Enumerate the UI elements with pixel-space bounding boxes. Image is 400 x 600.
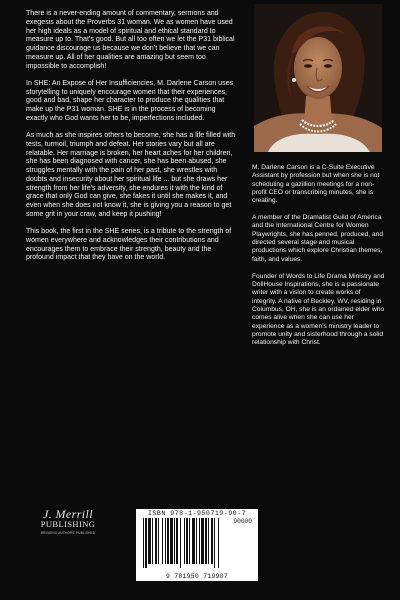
isbn-barcode [136, 509, 258, 581]
author-bio [252, 164, 386, 356]
publisher-name-line2: PUBLISHING [40, 519, 96, 529]
publisher-name-line1: J. Merrill [43, 507, 93, 521]
barcode-bar [180, 518, 181, 568]
description-paragraph: There is a never-ending amount of commentary, sermons and exegesis about the Proverbs 31 woman. We as women have used her high ideals as a model of spiritual and ethical standard to measure up to. That’s good. But all too often we let the P31 biblical guidance discourage us because we don’t believe that we can measure up. All of her qualities are amazing but seem too impossible to accomplish! [26, 10, 235, 70]
barcode-bar [143, 518, 144, 568]
book-description [26, 10, 238, 272]
barcode-bar [155, 518, 157, 564]
barcode-bars [141, 518, 253, 572]
description-paragraph: This book, the first in the SHE series, is a tribute to the strength of women everywhere and acknowledges their contributions and encourages them to embrace their strength, beauty and the profound impact that they have on the world. [26, 228, 232, 262]
barcode-bar [167, 518, 169, 564]
barcode-bar [148, 518, 151, 564]
barcode-bar [192, 518, 195, 564]
barcode-bar [208, 518, 209, 564]
barcode-bar [211, 518, 213, 564]
barcode-bar [214, 518, 215, 568]
bio-paragraph: A member of the Dramatist Guild of America and the International Centre for Women Playwrights, she has penned, produced, and directed several stage and musical productions which explore Christian themes, faith, and values. [252, 214, 384, 263]
publisher-logo [22, 507, 114, 568]
isbn-label: ISBN 978-1-950719-90-7 [147, 510, 247, 517]
author-photo [254, 4, 382, 152]
barcode-bar [162, 518, 163, 564]
barcode-bar [184, 518, 185, 564]
publisher-tagline: BRINGING AUTHORS' PUBLISHED [40, 531, 96, 535]
author-portrait-image [254, 4, 382, 152]
barcode-bar [205, 518, 207, 564]
barcode-bar [199, 518, 200, 564]
bio-paragraph: M. Darlene Carson is a C-Suite Executive Assistant by profession but when she is not scheduling a gazillion meetings for a non-profit CEO or transcribing minutes, she is creating. [252, 164, 380, 205]
barcode-bar [170, 518, 173, 564]
author-column [242, 0, 390, 600]
description-paragraph: In SHE: An Expose of Her Insufficiencies, M. Darlene Carson uses storytelling to uniquely encourage women that their experiences, good and bad, shape her character to produce the qualities that make up the P31 woman. SHE is in the process of becoming exactly who God wants her to be, imperfections included. [26, 79, 234, 122]
barcode-bar [152, 518, 153, 564]
barcode-bar [176, 518, 178, 564]
barcode-bar [189, 518, 190, 564]
description-paragraph: As much as she inspires others to become, she has a life filled with tests, turmoil, triumph and defeat. Her stories vary but all are relatable. Her marriage is broken, her heart aches for her children, she has been diagnosed with cancer, she has been abused, she struggles mentally with the pain of her past, she wrestles with doubts and insecurity about her spiritual life ... but she draws her strength from her life’s adversity, she endures it with the kind of grace that only God can give, she fakes it until she makes it, and even when she does not know it, she is giving you a reason to get some grit in your craw, and keep it pushing! [26, 132, 236, 218]
barcode-bar [158, 518, 159, 564]
price-code: 90000 [233, 518, 252, 525]
barcode-bar [218, 518, 219, 568]
barcode-bar [196, 518, 197, 564]
barcode-bar [145, 518, 147, 568]
bio-paragraph: Founder of Words to Life Drama Ministry and DollHouse Inspirations, she is a passionate writer with a vision to create works of integrity. A native of Beckley, WV, residing in Columbus, OH, she is an ordained elder who comes alive when she can use her experience as a women’s ministry leader to promote unity and sisterhood through a solid relationship with Christ. [252, 272, 385, 347]
ean-digits: 9 781950 719907 [165, 573, 229, 580]
barcode-bar [165, 518, 166, 564]
barcode-bar [186, 518, 188, 564]
barcode-bar [201, 518, 204, 564]
barcode-bar [174, 518, 175, 564]
